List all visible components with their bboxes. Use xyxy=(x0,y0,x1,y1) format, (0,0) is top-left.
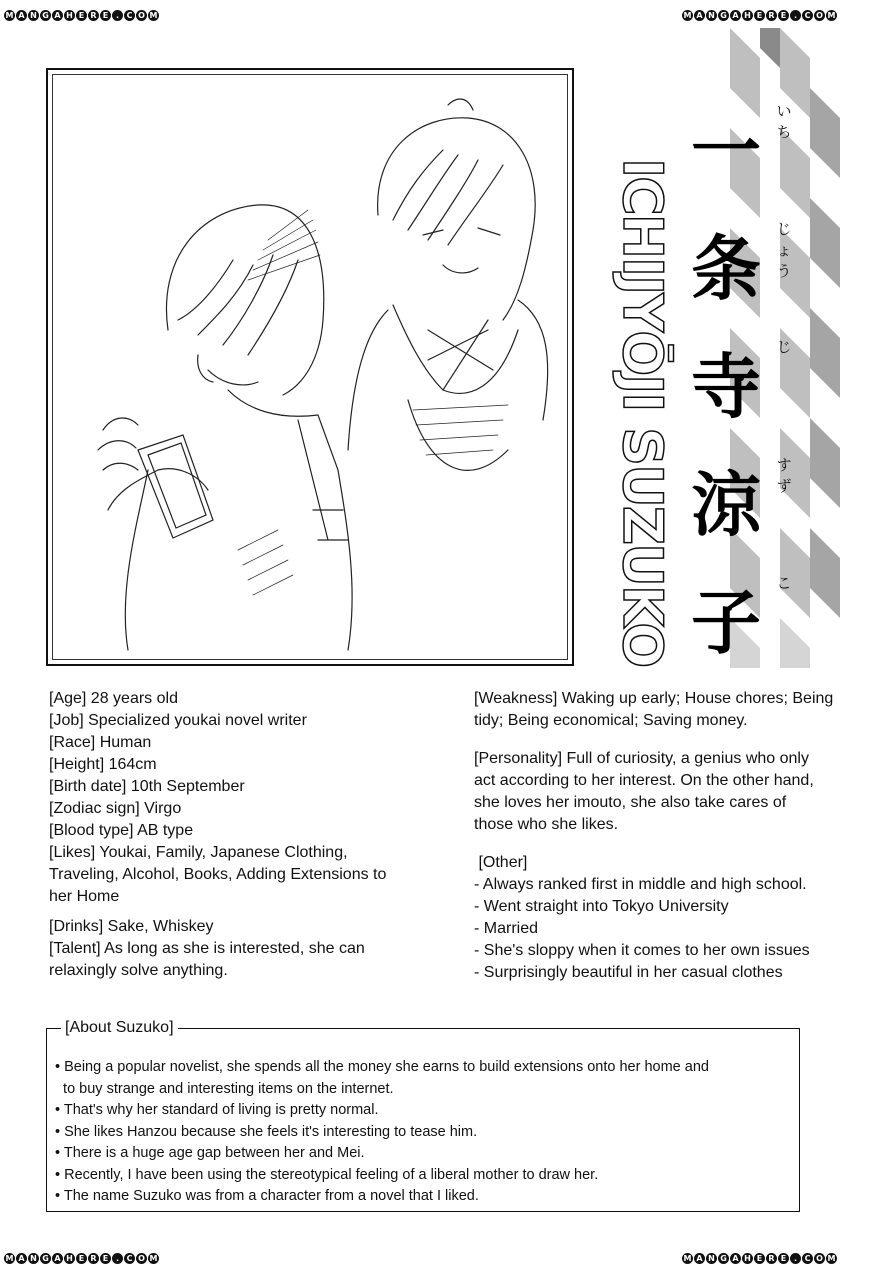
watermark-letter: E xyxy=(100,10,111,21)
watermark-letter: O xyxy=(814,10,825,21)
watermark-letter: R xyxy=(88,10,99,21)
watermark-letter: G xyxy=(718,10,729,21)
kanji-name xyxy=(686,92,766,682)
kanji-char: 子 xyxy=(691,581,761,664)
personality-line: she loves her imouto, she also take cares of xyxy=(474,794,787,811)
about-item: • The name Suzuko was from a character from a novel that I liked. xyxy=(55,1188,479,1204)
watermark-letter: O xyxy=(136,1253,147,1264)
watermark-letter: N xyxy=(706,10,717,21)
watermark-letter: . xyxy=(790,10,801,21)
watermark-letter: A xyxy=(694,10,705,21)
other-item: - Went straight into Tokyo University xyxy=(474,898,729,915)
about-item: • Recently, I have been using the stereotypical feeling of a liberal mother to draw her. xyxy=(55,1166,599,1183)
weakness-line: [Weakness] Waking up early; House chores; Being xyxy=(474,690,834,707)
profile-left-column xyxy=(49,688,449,982)
watermark-letter: E xyxy=(76,10,87,21)
watermark-letter: G xyxy=(40,1253,51,1264)
kanji-char: 条 xyxy=(691,227,761,310)
weakness-line: tidy; Being economical; Saving money. xyxy=(474,712,748,729)
watermark-letter: G xyxy=(718,1253,729,1264)
watermark-letter: H xyxy=(64,1253,75,1264)
watermark-top-left xyxy=(4,10,159,21)
about-title: [About Suzuko] xyxy=(61,1017,178,1039)
watermark-letter: E xyxy=(754,10,765,21)
watermark-letter: C xyxy=(124,10,135,21)
about-item: • There is a huge age gap between her and Mei. xyxy=(55,1145,365,1161)
personality-line: act according to her interest. On the other hand, xyxy=(474,772,814,789)
about-item: • That's why her standard of living is pretty normal. xyxy=(55,1102,379,1118)
watermark-bottom-left xyxy=(4,1253,159,1264)
watermark-letter: H xyxy=(742,10,753,21)
watermark-letter: M xyxy=(827,1254,836,1263)
furigana-reading: すず xyxy=(776,456,792,495)
watermark-letter: E xyxy=(100,1253,111,1264)
furigana-reading: こ xyxy=(776,574,792,592)
profile-line: [Job] Specialized youkai novel writer xyxy=(49,712,307,729)
furigana xyxy=(770,100,798,690)
furigana-reading: じょう xyxy=(776,220,792,280)
watermark-letter: O xyxy=(136,10,147,21)
profile-line: [Zodiac sign] Virgo xyxy=(49,800,182,817)
watermark-letter: R xyxy=(766,10,777,21)
watermark-letter: N xyxy=(706,1253,717,1264)
profile-line: [Talent] As long as she is interested, she can xyxy=(49,940,365,957)
other-item: - Married xyxy=(474,920,539,937)
watermark-letter: M xyxy=(683,11,692,20)
watermark-letter: A xyxy=(694,1253,705,1264)
about-list xyxy=(55,1057,795,1208)
profile-line: [Race] Human xyxy=(49,734,152,751)
personality-line: [Personality] Full of curiosity, a genius who only xyxy=(474,750,809,767)
profile-right-column xyxy=(474,688,864,984)
profile-line: [Blood type] AB type xyxy=(49,822,194,839)
watermark-letter: A xyxy=(16,1253,27,1264)
watermark-letter: N xyxy=(28,1253,39,1264)
profile-line: Traveling, Alcohol, Books, Adding Extensions to xyxy=(49,866,387,883)
profile-line: [Age] 28 years old xyxy=(49,690,178,707)
watermark-letter: C xyxy=(124,1253,135,1264)
kanji-char: 一 xyxy=(691,109,761,192)
watermark-letter: E xyxy=(754,1253,765,1264)
watermark-letter: M xyxy=(5,1254,14,1263)
watermark-letter: M xyxy=(149,11,158,20)
watermark-bottom-right xyxy=(682,1253,837,1264)
profile-line: [Height] 164cm xyxy=(49,756,157,773)
about-item: • Being a popular novelist, she spends all the money she earns to build extensions onto her home and xyxy=(55,1059,709,1075)
watermark-letter: O xyxy=(814,1253,825,1264)
watermark-letter: E xyxy=(76,1253,87,1264)
watermark-letter: H xyxy=(742,1253,753,1264)
watermark-letter: R xyxy=(766,1253,777,1264)
watermark-letter: A xyxy=(730,1253,741,1264)
personality-line: those who she likes. xyxy=(474,816,619,833)
watermark-letter: E xyxy=(778,10,789,21)
watermark-letter: . xyxy=(112,10,123,21)
profile-line: [Birth date] 10th September xyxy=(49,778,245,795)
romaji-name: ICHIJYŌJI SUZUKO xyxy=(611,158,674,667)
profile-line: relaxingly solve anything. xyxy=(49,962,228,979)
watermark-letter: . xyxy=(112,1253,123,1264)
watermark-letter: A xyxy=(52,10,63,21)
watermark-letter: C xyxy=(802,10,813,21)
watermark-letter: H xyxy=(64,10,75,21)
about-item: • She likes Hanzou because she feels it's interesting to tease him. xyxy=(55,1123,478,1140)
other-item: - Surprisingly beautiful in her casual clothes xyxy=(474,964,783,981)
about-box xyxy=(46,1019,800,1212)
kanji-char: 寺 xyxy=(691,345,761,428)
watermark-letter: M xyxy=(5,11,14,20)
watermark-letter: A xyxy=(16,10,27,21)
furigana-reading: じ xyxy=(776,338,792,356)
furigana-reading: いち xyxy=(776,102,792,141)
character-illustration xyxy=(46,68,574,666)
other-title: [Other] xyxy=(474,854,528,871)
watermark-letter: . xyxy=(790,1253,801,1264)
watermark-letter: M xyxy=(827,11,836,20)
watermark-letter: M xyxy=(149,1254,158,1263)
watermark-letter: A xyxy=(52,1253,63,1264)
watermark-letter: R xyxy=(88,1253,99,1264)
other-item: - She's sloppy when it comes to her own issues xyxy=(474,942,810,959)
kanji-char: 涼 xyxy=(691,463,761,546)
sketch-drawing xyxy=(48,70,576,668)
other-item: - Always ranked first in middle and high school. xyxy=(474,876,807,893)
watermark-letter: C xyxy=(802,1253,813,1264)
watermark-letter: M xyxy=(683,1254,692,1263)
watermark-letter: G xyxy=(40,10,51,21)
about-item: to buy strange and interesting items on the internet. xyxy=(55,1080,394,1097)
profile-line: [Likes] Youkai, Family, Japanese Clothing, xyxy=(49,844,348,861)
watermark-letter: A xyxy=(730,10,741,21)
profile-line: [Drinks] Sake, Whiskey xyxy=(49,918,214,935)
watermark-letter: E xyxy=(778,1253,789,1264)
watermark-letter: N xyxy=(28,10,39,21)
watermark-top-right xyxy=(682,10,837,21)
profile-line: her Home xyxy=(49,888,120,905)
